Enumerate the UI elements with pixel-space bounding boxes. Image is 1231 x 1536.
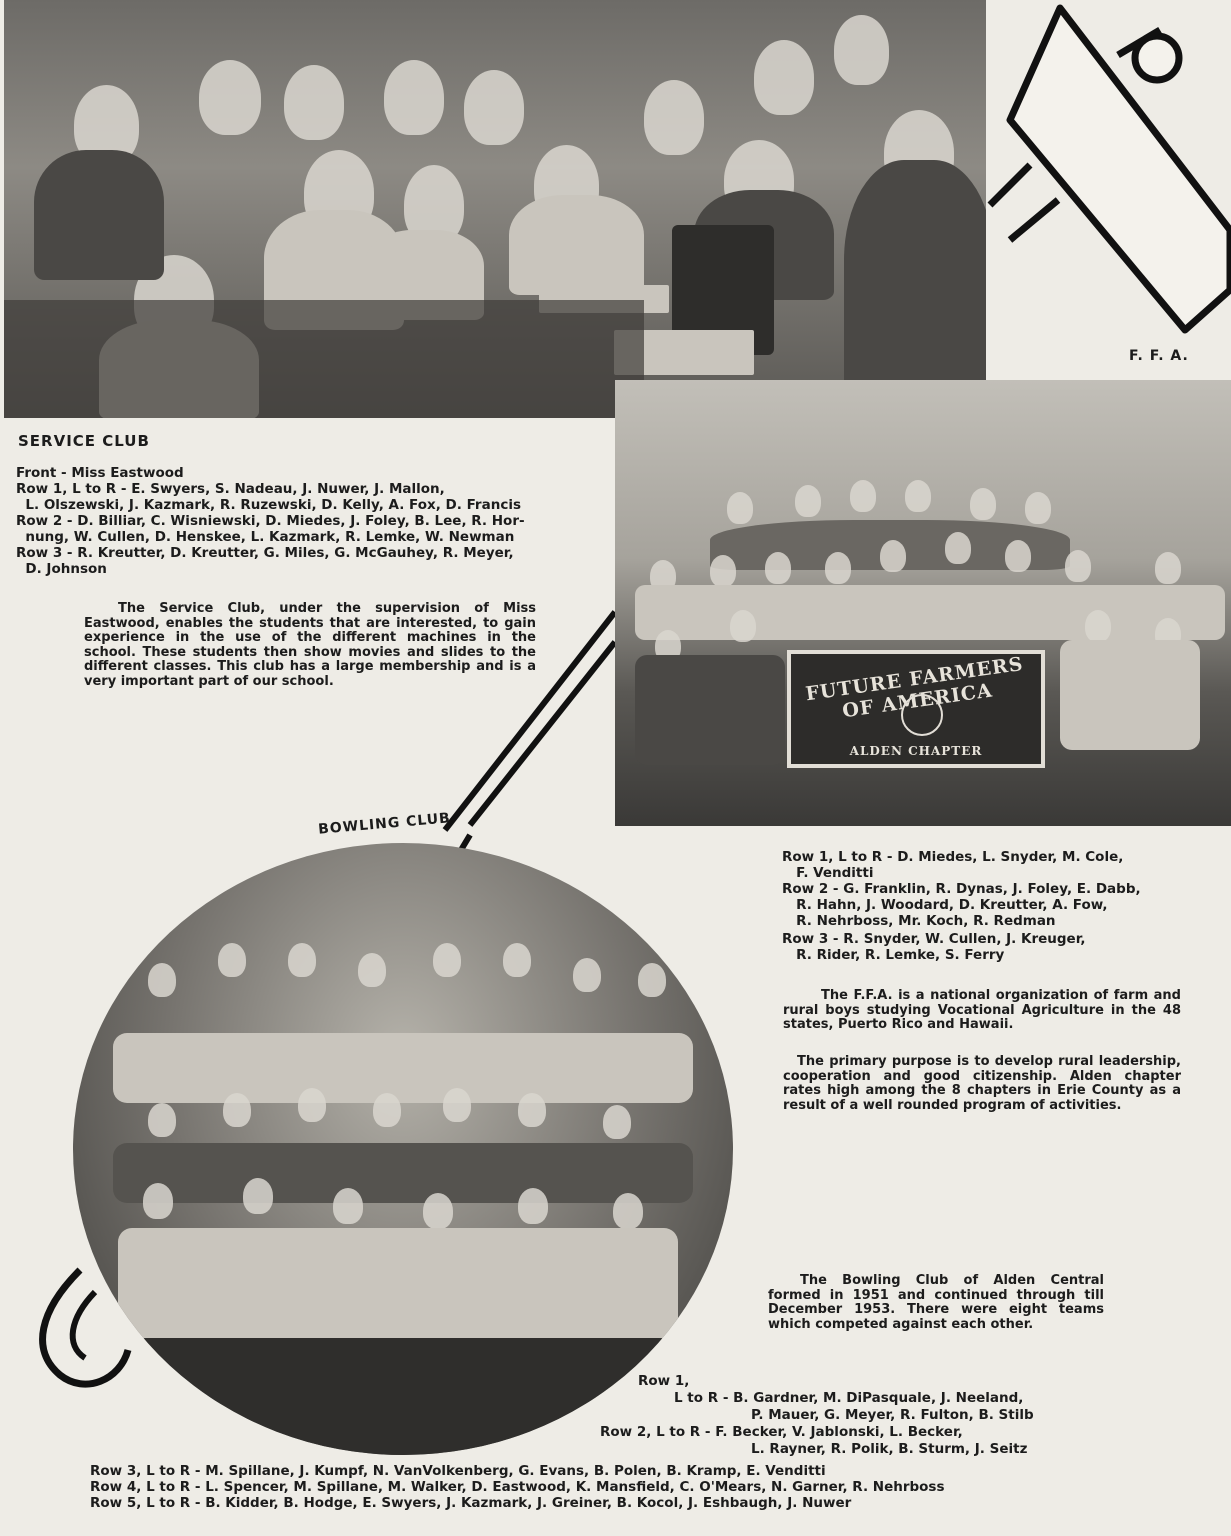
roster-line: R. Hahn, J. Woodard, D. Kreutter, A. Fow, (782, 897, 1108, 913)
service-club-title: SERVICE CLUB (18, 432, 150, 450)
roster-line: nung, W. Cullen, D. Henskee, L. Kazmark, R. Lemke, W. Newman (16, 529, 515, 545)
roster-line: P. Mauer, G. Meyer, R. Fulton, B. Stilb (751, 1407, 1034, 1423)
ffa-banner (787, 650, 1045, 768)
ffa-photo (615, 380, 1231, 826)
roster-line: Row 2, L to R - F. Becker, V. Jablonski, L. Becker, (600, 1424, 963, 1440)
roster-line: Front - Miss Eastwood (16, 465, 184, 481)
banner-title: FUTURE FARMERS OF AMERICA (804, 652, 1025, 723)
roster-line: Row 3, L to R - M. Spillane, J. Kumpf, N. VanVolkenberg, G. Evans, B. Polen, B. Kramp, E. Venditti (90, 1463, 826, 1479)
banner-chapter: ALDEN CHAPTER (849, 744, 983, 758)
roster-line: L. Olszewski, J. Kazmark, R. Ruzewski, D. Kelly, A. Fox, D. Francis (16, 497, 521, 513)
ffa-emblem-icon (901, 694, 943, 736)
roster-line: F. Venditti (782, 865, 874, 881)
roster-line: Row 5, L to R - B. Kidder, B. Hodge, E. Swyers, J. Kazmark, J. Greiner, B. Kocol, J. Eshbaugh, J. Nuwer (90, 1495, 852, 1511)
roster-line: R. Nehrboss, Mr. Koch, R. Redman (782, 913, 1056, 929)
bowling-club-title: BOWLING CLUB (317, 810, 452, 838)
roster-line: Row 1, L to R - D. Miedes, L. Snyder, M. Cole, (782, 849, 1124, 865)
roster-line: Row 3 - R. Snyder, W. Cullen, J. Kreuger, (782, 931, 1086, 947)
bowling-club-photo (73, 843, 733, 1455)
roster-line: Row 3 - R. Kreutter, D. Kreutter, G. Miles, G. McGauhey, R. Meyer, (16, 545, 514, 561)
roster-line: Row 4, L to R - L. Spencer, M. Spillane, M. Walker, D. Eastwood, K. Mansfield, C. O'Mears, N. Garner, R. Nehrboss (90, 1479, 945, 1495)
ffa-description-1: The F.F.A. is a national organization of farm and rural boys studying Vocational Agriculture in the 48 states, Puerto Rico and Hawaii. (783, 988, 1181, 1033)
roster-line: Row 2 - D. Billiar, C. Wisniewski, D. Miedes, J. Foley, B. Lee, R. Hor- (16, 513, 525, 529)
roster-line: D. Johnson (16, 561, 107, 577)
roster-line: L to R - B. Gardner, M. DiPasquale, J. Neeland, (674, 1390, 1024, 1406)
bowling-club-description: The Bowling Club of Alden Central formed in 1951 and continued through till December 1953. There were eight teams which competed against each other. (768, 1273, 1104, 1332)
roster-line: Row 1, L to R - E. Swyers, S. Nadeau, J. Nuwer, J. Mallon, (16, 481, 445, 497)
service-club-photo (4, 0, 986, 418)
roster-line: Row 1, (638, 1373, 690, 1389)
roster-line: L. Rayner, R. Polik, B. Sturm, J. Seitz (751, 1441, 1028, 1457)
roster-line: Row 2 - G. Franklin, R. Dynas, J. Foley, E. Dabb, (782, 881, 1141, 897)
ffa-description-2: The primary purpose is to develop rural leadership, cooperation and good citizenship. Alden chapter rates high among the 8 chapters in Erie County as a result of a well rounded program of activities. (783, 1054, 1181, 1113)
ffa-label: F. F. A. (1129, 348, 1189, 364)
roster-line: R. Rider, R. Lemke, S. Ferry (782, 947, 1005, 963)
service-club-description: The Service Club, under the supervision of Miss Eastwood, enables the students that are interested, to gain experience in the use of the different machines in the school. These students then show movies and slides to the different classes. This club has a large membership and is a very important part of our school. (84, 601, 536, 689)
